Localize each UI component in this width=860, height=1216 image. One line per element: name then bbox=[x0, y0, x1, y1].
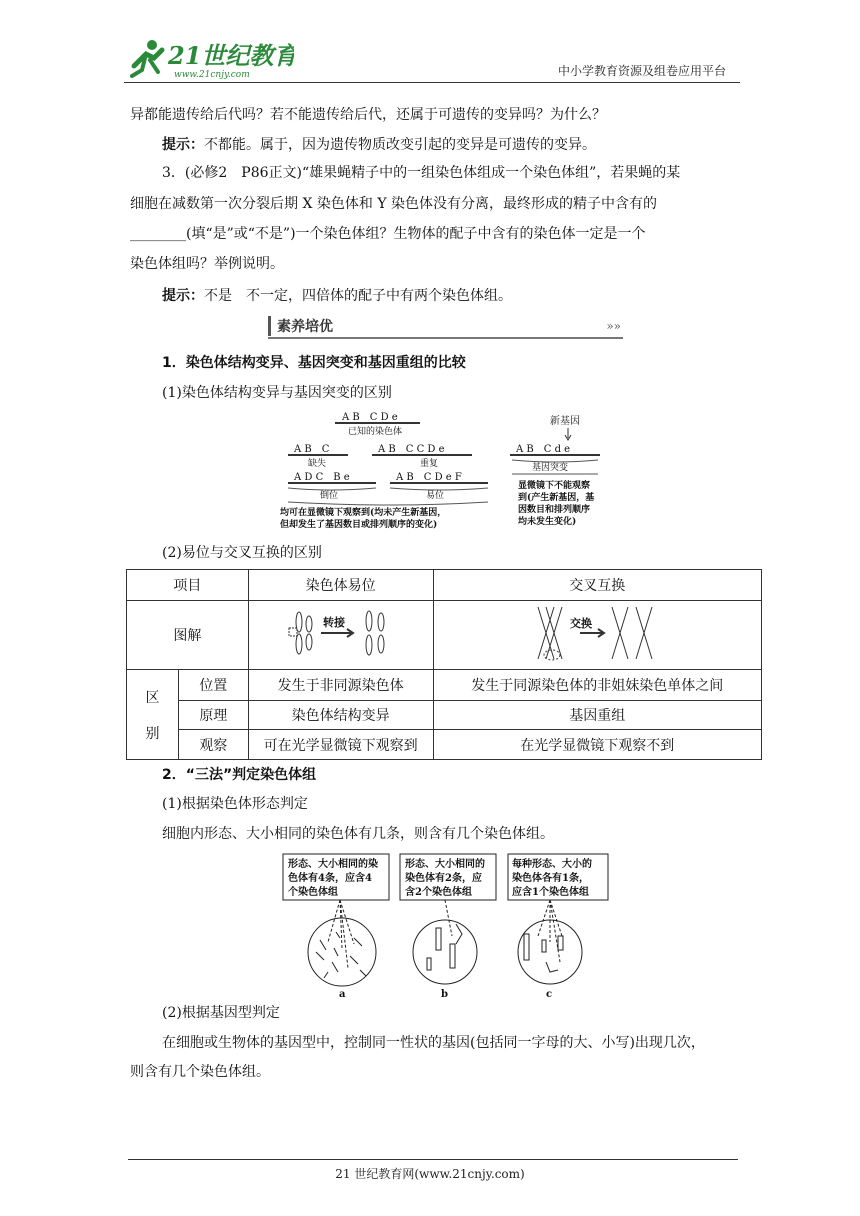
row-col2: 在光学显微镜下观察不到 bbox=[433, 730, 761, 760]
section-title: 素养培优 bbox=[268, 316, 333, 336]
translocation-diagram bbox=[248, 601, 433, 670]
hint-label: 提示： bbox=[162, 288, 204, 304]
diagram-label: 图解 bbox=[127, 601, 249, 670]
table-header-col2: 交叉互换 bbox=[433, 570, 761, 601]
exchange-label: 交换 bbox=[570, 617, 593, 630]
platform-name: 中小学教育资源及组卷应用平台 bbox=[557, 64, 726, 78]
note-right-3: 因数目和排列顺序 bbox=[518, 505, 591, 515]
box-c-line1: 每种形态、大小的 bbox=[512, 859, 592, 870]
table-header-col1: 染色体易位 bbox=[248, 570, 433, 601]
cell-b-label: b bbox=[441, 989, 448, 1000]
question-3-line1: 3．(必修2 P86正文)“雄果蝇精子中的一组染色体组成一个染色体组”，若果蝇的某 bbox=[162, 165, 681, 181]
note-right-1: 显微镜下不能观察 bbox=[518, 481, 591, 491]
mutation-label: 基因突变 bbox=[532, 463, 569, 473]
logo-text: 21世纪教育 bbox=[168, 41, 294, 70]
duplication-chromosome: A B C C D e bbox=[378, 444, 445, 455]
cell-c bbox=[518, 920, 582, 984]
row-col1: 可在光学显微镜下观察到 bbox=[248, 730, 433, 760]
table-row bbox=[127, 730, 762, 760]
group-label-1: 区 bbox=[145, 689, 160, 706]
box-b-line2: 染色体有2条，应 bbox=[405, 873, 482, 884]
group-label-2: 别 bbox=[145, 725, 160, 742]
part-2-sub1: (1)根据染色体形态判定 bbox=[162, 796, 308, 812]
note-right-4: 均未发生变化) bbox=[518, 517, 577, 527]
hint-2 bbox=[162, 281, 767, 311]
intro-line: 异都能遗传给后代吗？若不能遗传给后代，还属于可遗传的变异吗？为什么？ bbox=[130, 107, 606, 123]
table-header-item: 项目 bbox=[127, 570, 249, 601]
part-2-sub2: (2)根据基因型判定 bbox=[162, 1005, 280, 1021]
table-row bbox=[127, 601, 762, 670]
box-c-line2: 染色体各有1条， bbox=[512, 873, 589, 884]
row-name: 原理 bbox=[178, 701, 248, 730]
row-col2: 基因重组 bbox=[433, 701, 761, 730]
deletion-label: 缺失 bbox=[308, 459, 327, 469]
crossover-diagram bbox=[433, 601, 761, 670]
mutated-chromosome: A B C d e bbox=[516, 444, 571, 455]
new-gene-label: 新基因 bbox=[550, 416, 580, 427]
hint-text: 不都能。属于，因为遗传物质改变引起的变异是可遗传的变异。 bbox=[204, 137, 596, 153]
chromosome-set-figure bbox=[280, 852, 610, 1000]
part-1-heading: 1．染色体结构变异、基因突变和基因重组的比较 bbox=[162, 355, 466, 371]
row-col1: 发生于非同源染色体 bbox=[248, 670, 433, 701]
table-row bbox=[127, 701, 762, 730]
note-left-2: 但却发生了基因数目或排列顺序的变化) bbox=[280, 520, 438, 530]
question-3-line3: ________(填“是”或“不是”)一个染色体组？生物体的配子中含有的染色体一定是一个 bbox=[130, 226, 646, 242]
hint-text: 不是 不一定，四倍体的配子中有两个染色体组。 bbox=[204, 288, 512, 304]
difference-group-label bbox=[127, 670, 179, 760]
table-row bbox=[127, 670, 762, 701]
translocation-crossover-table bbox=[126, 569, 762, 760]
part-2-text1: 细胞内形态、大小相同的染色体有几条，则含有几个染色体组。 bbox=[162, 826, 554, 842]
deletion-chromosome: A B C bbox=[294, 444, 330, 455]
question-3-line4: 染色体组吗？举例说明。 bbox=[130, 256, 284, 272]
box-b-line1: 形态、大小相同的 bbox=[405, 859, 485, 870]
note-left-1: 均可在显微镜下观察到(均未产生新基因， bbox=[280, 508, 447, 518]
logo-url: www.21cnjy.com bbox=[174, 70, 250, 80]
chevrons-icon: »» bbox=[606, 319, 621, 333]
footer-divider bbox=[128, 1159, 738, 1160]
table-row bbox=[127, 570, 762, 601]
part-1-sub1: (1)染色体结构变异与基因突变的区别 bbox=[162, 385, 392, 401]
site-logo bbox=[124, 36, 294, 80]
row-name: 观察 bbox=[178, 730, 248, 760]
translocation-chromosome: A B C D e F bbox=[396, 472, 462, 483]
row-col2: 发生于同源染色体的非姐妹染色单体之间 bbox=[433, 670, 761, 701]
row-name: 位置 bbox=[178, 670, 248, 701]
known-label: 已知的染色体 bbox=[348, 427, 403, 437]
cell-c-label: c bbox=[546, 989, 553, 1000]
box-a-line1: 形态、大小相同的染 bbox=[288, 859, 378, 870]
inversion-chromosome: A D C B e bbox=[294, 472, 350, 483]
header-divider bbox=[124, 82, 740, 83]
known-chromosome: A B C D e bbox=[342, 412, 398, 423]
mutation-comparison-figure bbox=[280, 408, 610, 533]
note-right-2: 到(产生新基因，基 bbox=[518, 493, 595, 503]
runner-icon bbox=[132, 40, 162, 76]
row-col1: 染色体结构变异 bbox=[248, 701, 433, 730]
part-2-text2-line2: 则含有几个染色体组。 bbox=[130, 1064, 270, 1080]
section-header bbox=[268, 316, 623, 338]
section-underline bbox=[268, 337, 623, 339]
part-1-sub2: (2)易位与交叉互换的区别 bbox=[162, 545, 322, 561]
box-a-line3: 个染色体组 bbox=[288, 887, 338, 898]
box-c-line3: 应含1个染色体组 bbox=[512, 887, 589, 898]
part-2-text2-line1: 在细胞或生物体的基因型中，控制同一性状的基因(包括同一字母的大、小写)出现几次， bbox=[162, 1035, 705, 1051]
part-2-heading: 2．“三法”判定染色体组 bbox=[162, 767, 317, 783]
box-b-line3: 含2个染色体组 bbox=[405, 887, 472, 898]
inversion-label: 倒位 bbox=[320, 491, 339, 501]
cell-b bbox=[413, 920, 477, 984]
transfer-label: 转接 bbox=[322, 616, 345, 629]
cell-a-label: a bbox=[339, 989, 346, 1000]
question-3-line2: 细胞在减数第一次分裂后期 X 染色体和 Y 染色体没有分离，最终形成的精子中含有的 bbox=[130, 196, 658, 212]
translocation-label: 易位 bbox=[426, 491, 445, 501]
footer-text: 21 世纪教育网(www.21cnjy.com) bbox=[335, 1167, 525, 1181]
hint-1 bbox=[162, 130, 767, 160]
box-a-line2: 色体有4条，应含4 bbox=[288, 873, 372, 884]
duplication-label: 重复 bbox=[420, 459, 439, 469]
hint-label: 提示： bbox=[162, 137, 204, 153]
